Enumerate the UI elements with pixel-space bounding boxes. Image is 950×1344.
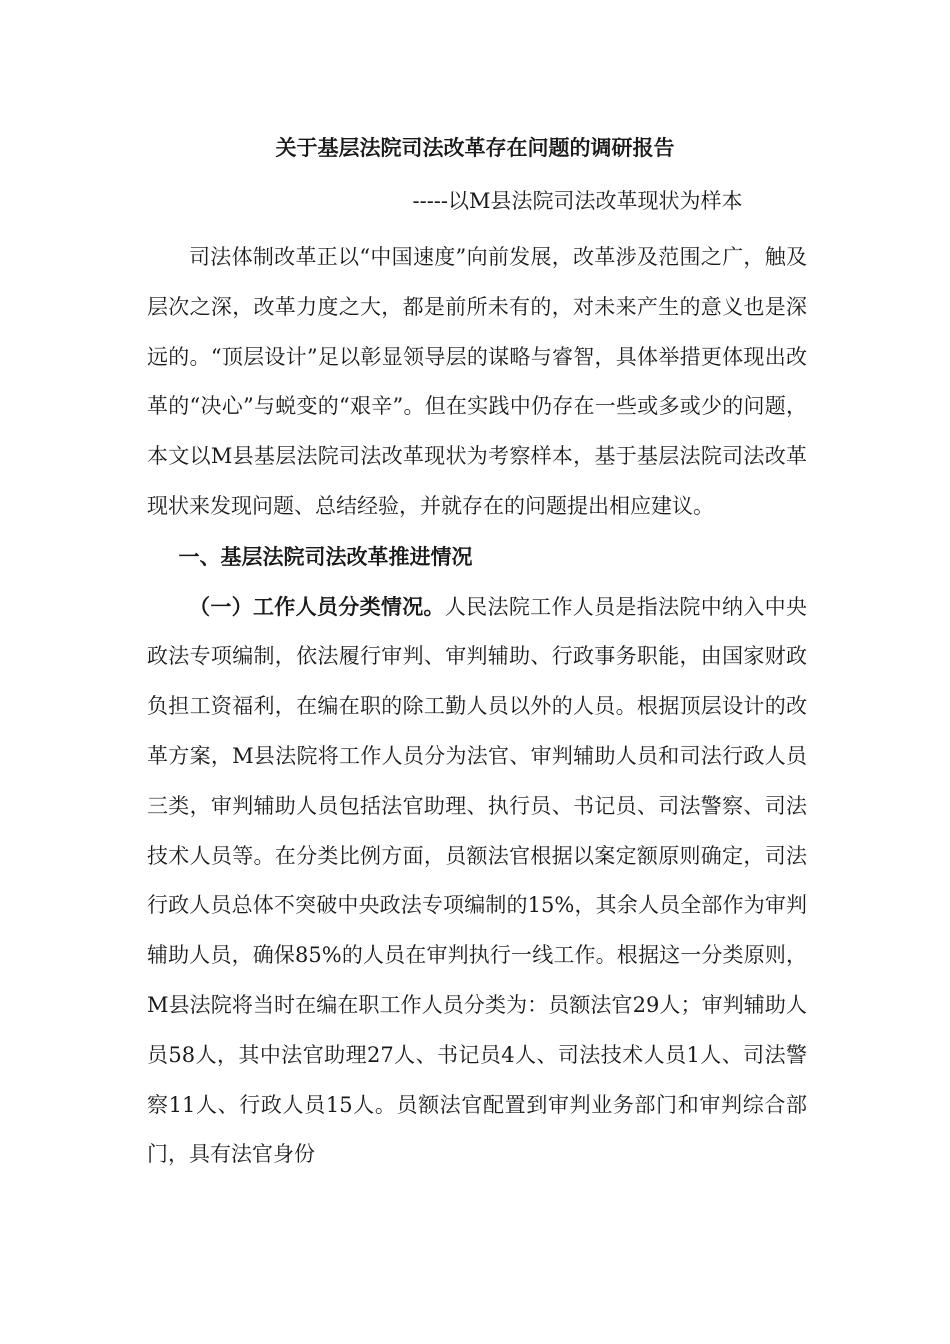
subsection-text-1: 人民法院工作人员是指法院中纳入中央政法专项编制，依法履行审判、审判辅助、行政事务职能，由国家财政负担工资福利，在编在职的除工勤人员以外的人员。根据顶层设计的改革方案，M县法院将工作人员分为法官、审判辅助人员和司法行政人员三类，审判辅助人员包括法官助理、执行员、书记员、司法警察、司法技术人员等。在分类比例方面，员额法官根据以案定额原则确定，司法行政人员总体不突破中央政法专项编制的15%，其余人员全部作为审判辅助人员，确保85%的人员在审判执行一线工作。根据这一分类原则，M县法院将当时在编在职工作人员分类为：员额法官29人；审判辅助人员58人，其中法官助理27人、书记员4人、司法技术人员1人、司法警察11人、行政人员15人。员额法官配置到审判业务部门和审判综合部门，具有法官身份: [147, 594, 808, 1167]
subsection-lead-1: （一）工作人员分类情况。: [189, 593, 445, 619]
document-title: 关于基层法院司法改革存在问题的调研报告: [275, 135, 675, 160]
intro-paragraph: 司法体制改革正以“中国速度”向前发展，改革涉及范围之广，触及层次之深，改革力度之大，都是前所未有的，对未来产生的意义也是深远的。“顶层设计”足以彰显领导层的谋略与睿智，具体举措更体现出改革的“决心”与蜕变的“艰辛”。但在实践中仍存在一些或多或少的问题，本文以M县基层法院司法改革现状为考察样本，基于基层法院司法改革现状来发现问题、总结经验，并就存在的问题提出相应建议。: [147, 245, 807, 518]
document-subtitle: -----以M县法院司法改革现状为样本: [412, 189, 743, 213]
section-heading-1: 一、基层法院司法改革推进情况: [178, 543, 473, 569]
document-body: [147, 233, 807, 1180]
subsection-paragraph-1: [147, 582, 807, 1181]
